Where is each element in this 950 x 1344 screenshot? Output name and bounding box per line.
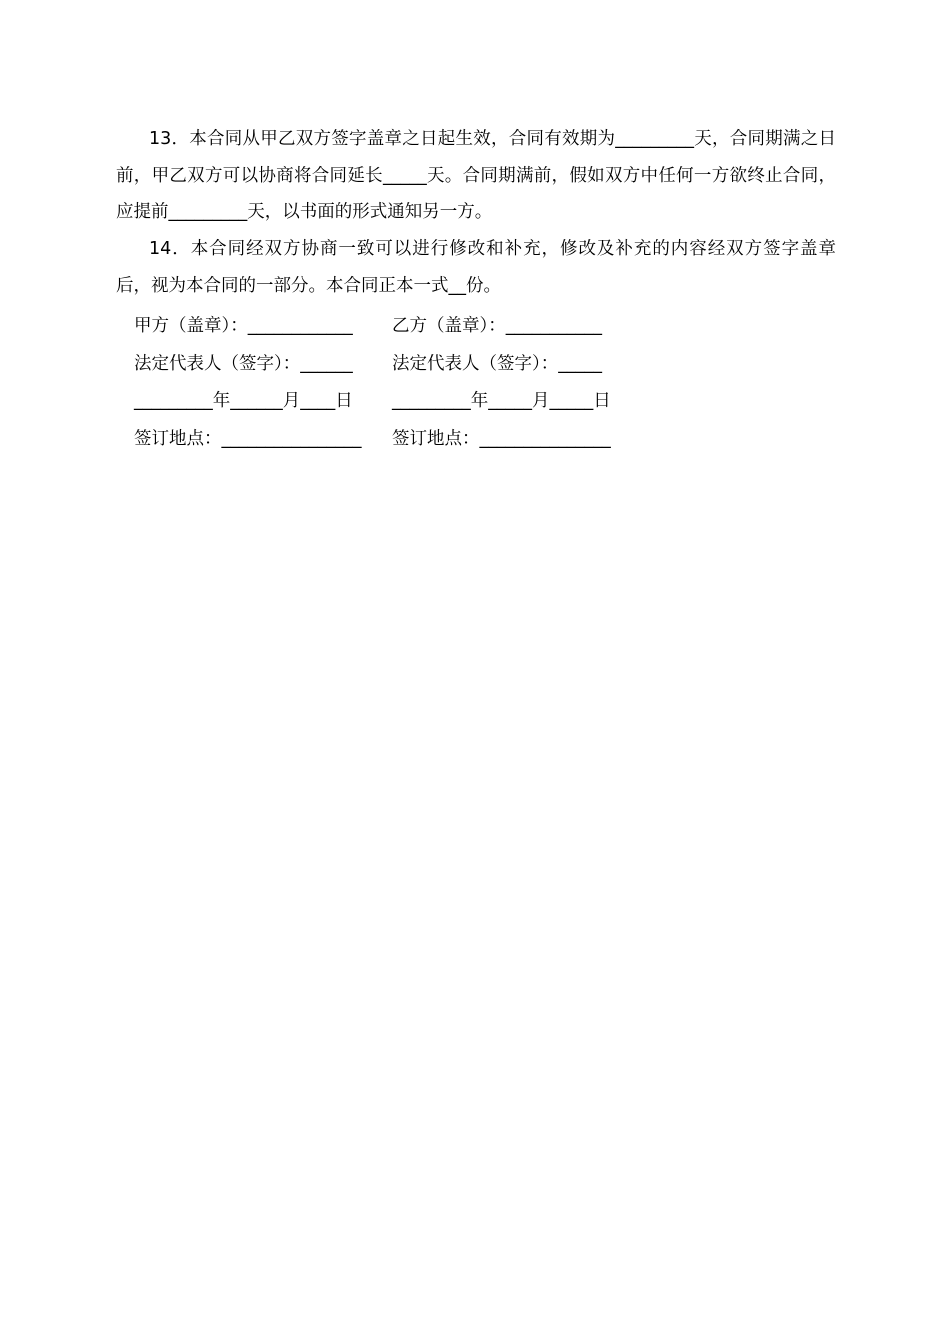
party-a-date-field: _________年______月____日 (134, 391, 353, 412)
party-b-place-field: 签订地点：_______________ (392, 428, 611, 449)
party-b-date-field: _________年_____月_____日 (392, 391, 611, 412)
party-a-place-field: 签订地点：________________ (134, 428, 362, 449)
place-row (134, 419, 654, 457)
party-a-seal-field: 甲方（盖章）：____________ (134, 316, 353, 337)
party-a-representative-field: 法定代表人（签字）：______ (134, 353, 353, 374)
clause-13: 13．本合同从甲乙双方签字盖章之日起生效，合同有效期为_________天，合同期满之日前，甲乙双方可以协商将合同延长_____天。合同期满前，假如双方中任何一方欲终止合同，应提前_________天，以书面的形式通知另一方。 (116, 129, 836, 222)
clause-14: 14．本合同经双方协商一致可以进行修改和补充，修改及补充的内容经双方签字盖章后，视为本合同的一部分。本合同正本一式__份。 (116, 239, 836, 296)
seal-row (134, 306, 654, 344)
party-b-representative-field: 法定代表人（签字）：_____ (392, 353, 602, 374)
party-b-seal-field: 乙方（盖章）：___________ (392, 316, 602, 337)
representative-row (134, 344, 654, 382)
date-row (134, 381, 654, 419)
signature-block (134, 306, 654, 456)
